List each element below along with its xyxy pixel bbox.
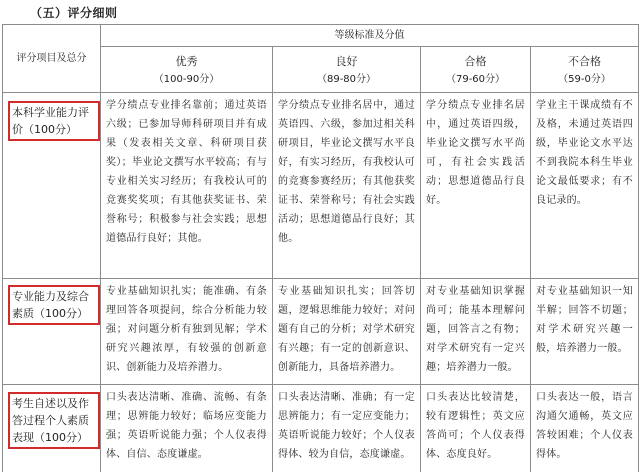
- criterion-label: 考生自述以及作答过程个人素质表现（100分）: [8, 392, 100, 449]
- fail-cell: 学业主干课成绩有不及格，未通过英语四级，毕业论文水平达不到我院本科生毕业论文最低要求；有不良记录的。: [531, 93, 639, 279]
- level-name: 良好: [335, 55, 358, 68]
- level-range: （79-60分）: [445, 74, 506, 85]
- level-range: （59-0分）: [558, 74, 611, 85]
- table-row: [3, 279, 639, 385]
- level-range: （100-90分）: [153, 74, 220, 85]
- pass-cell: 口头表达比较清楚，较有逻辑性；英文应答尚可；个人仪表得体、态度良好。: [421, 385, 531, 472]
- good-cell: 口头表达清晰、准确；有一定思辨能力；有一定应变能力；英语听说能力较好；个人仪表得体、较为自信，态度谦虚。: [273, 385, 421, 472]
- level-range: （89-80分）: [316, 74, 377, 85]
- excellent-cell: 专业基础知识扎实；能准确、有条理回答各项提问，综合分析能力较强；对问题分析有独到见解；学术研究兴趣浓厚，有较强的创新意识、创新能力及培养潜力。: [101, 279, 273, 385]
- scoring-table: [2, 24, 639, 472]
- fail-cell: 口头表达一般，语言沟通欠通畅，英文应答较困难；个人仪表得体。: [531, 385, 639, 472]
- criterion-cell: [3, 385, 101, 472]
- criterion-cell: [3, 93, 101, 279]
- good-cell: 专业基础知识扎实；回答切题，逻辑思维能力较好；对问题有自己的分析；对学术研究有兴趣；有一定的创新意识、创新能力，具备培养潜力。: [273, 279, 421, 385]
- level-excellent: [101, 47, 273, 93]
- good-cell: 学分绩点专业排名居中，通过英语四、六级，参加过相关科研项目，毕业论文撰写水平良好，有实习经历，有我校认可的竞赛参赛经历；有其他获奖证书、荣誉称号；有社会实践活动；思想道德品行良好；其他。: [273, 93, 421, 279]
- criterion-label: 本科学业能力评价（100分）: [8, 101, 100, 141]
- criterion-label: 专业能力及综合素质（100分）: [8, 285, 100, 325]
- fail-cell: 对专业基础知识一知半解；回答不切题；对学术研究兴趣一般，培养潜力一般。: [531, 279, 639, 385]
- section-title: （五）评分细则: [30, 6, 118, 20]
- header-item-col: [3, 25, 101, 93]
- level-good: [273, 47, 421, 93]
- level-name: 不合格: [568, 55, 601, 68]
- table-row: [3, 93, 639, 279]
- level-fail: [531, 47, 639, 93]
- header-standard-col: [101, 25, 639, 47]
- level-name: 合格: [464, 55, 487, 68]
- pass-cell: 学分绩点专业排名居中，通过英语四级，毕业论文撰写水平尚可，有社会实践活动；思想道德品行良好。: [421, 93, 531, 279]
- level-name: 优秀: [175, 55, 198, 68]
- level-pass: [421, 47, 531, 93]
- header-row: [3, 25, 639, 47]
- excellent-cell: 学分绩点专业排名靠前；通过英语六级；已参加导师科研项目并有成果（发表相关文章、科研项目获奖）；毕业论文撰写水平较高；有与专业相关实习经历；有我校认可的竞赛奖奖项；有其他获奖证书、荣誉称号；积极参与社会实践；思想道德品行良好；其他。: [101, 93, 273, 279]
- table-row: [3, 385, 639, 472]
- criterion-cell: [3, 279, 101, 385]
- pass-cell: 对专业基础知识掌握尚可；能基本理解问题，回答言之有物；对学术研究有一定兴趣；培养潜力一般。: [421, 279, 531, 385]
- excellent-cell: 口头表达清晰、准确、流畅、有条理；思辨能力较好；临场应变能力强；英语听说能力强；个人仪表得体、自信、态度谦虚。: [101, 385, 273, 472]
- header-standard-label: 等级标准及分值: [334, 30, 405, 41]
- header-item-label: 评分项目及总分: [16, 53, 87, 64]
